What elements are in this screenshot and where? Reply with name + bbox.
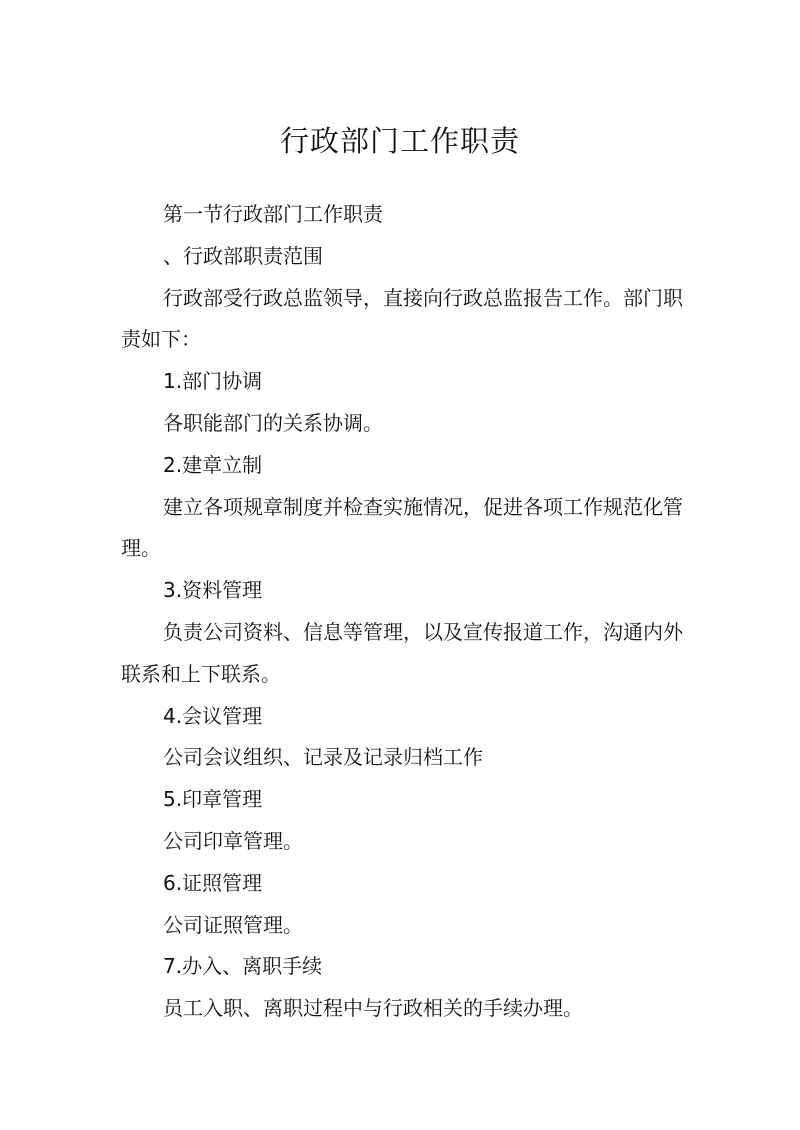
body-paragraph: 公司印章管理。 [163, 828, 303, 853]
document-body [121, 194, 691, 1030]
item-heading: 5.印章管理 [163, 787, 263, 812]
item-heading: 2.建章立制 [163, 452, 263, 477]
body-paragraph: 公司会议组织、记录及记录归档工作 [163, 745, 483, 770]
item-heading: 4.会议管理 [163, 703, 263, 728]
body-paragraph: 员工入职、离职过程中与行政相关的手续办理。 [163, 996, 583, 1021]
item-heading: 1.部门协调 [163, 369, 263, 394]
section-subheading: 、行政部职责范围 [163, 243, 323, 268]
item-heading: 7.办入、离职手续 [163, 954, 323, 979]
document-title: 行政部门工作职责 [279, 124, 520, 158]
body-paragraph: 行政部受行政总监领导，直接向行政总监报告工作。部门职责如下： [121, 285, 683, 352]
item-heading: 3.资料管理 [163, 578, 263, 603]
body-paragraph: 负责公司资料、信息等管理，以及宣传报道工作，沟通内外联系和上下联系。 [121, 619, 683, 686]
item-heading: 6.证照管理 [163, 870, 263, 895]
section-heading: 第一节行政部门工作职责 [163, 202, 383, 226]
body-paragraph: 建立各项规章制度并检查实施情况，促进各项工作规范化管理。 [121, 494, 683, 561]
body-paragraph: 公司证照管理。 [163, 912, 303, 937]
body-paragraph: 各职能部门的关系协调。 [163, 410, 383, 435]
